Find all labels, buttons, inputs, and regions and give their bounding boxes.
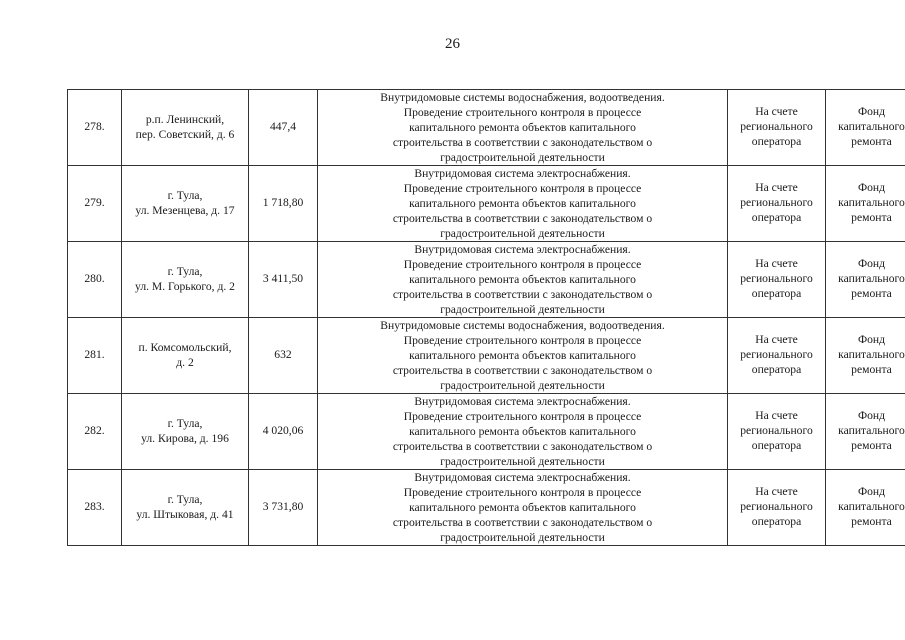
- table-row: [68, 242, 905, 318]
- cell-funding-source: Фонд капитального ремонта: [826, 242, 905, 318]
- cell-address: г. Тула, ул. Мезенцева, д. 17: [122, 166, 249, 242]
- records-table: [67, 89, 905, 546]
- cell-work-description: Внутридомовая система электроснабжения. Проведение строительного контроля в процессе капитального ремонта объектов капитального строительства в соответствии с законодательством о градостроительной деятельности: [318, 166, 728, 242]
- cell-work-description: Внутридомовые системы водоснабжения, водоотведения. Проведение строительного контроля в процессе капитального ремонта объектов капитального строительства в соответствии с законодательством о градостроительной деятельности: [318, 318, 728, 394]
- cell-area: 632: [249, 318, 318, 394]
- cell-number: 282.: [68, 394, 122, 470]
- cell-funding-source: Фонд капитального ремонта: [826, 166, 905, 242]
- cell-funding-source: Фонд капитального ремонта: [826, 90, 905, 166]
- page-number: 26: [445, 36, 460, 52]
- cell-account-type: На счете регионального оператора: [728, 90, 826, 166]
- cell-number: 278.: [68, 90, 122, 166]
- cell-area: 3 731,80: [249, 470, 318, 546]
- cell-number: 280.: [68, 242, 122, 318]
- cell-address: г. Тула, ул. Штыковая, д. 41: [122, 470, 249, 546]
- table-row: [68, 166, 905, 242]
- cell-number: 279.: [68, 166, 122, 242]
- table-row: [68, 318, 905, 394]
- cell-address: р.п. Ленинский, пер. Советский, д. 6: [122, 90, 249, 166]
- cell-account-type: На счете регионального оператора: [728, 470, 826, 546]
- cell-account-type: На счете регионального оператора: [728, 242, 826, 318]
- table-row: [68, 394, 905, 470]
- cell-account-type: На счете регионального оператора: [728, 394, 826, 470]
- cell-account-type: На счете регионального оператора: [728, 318, 826, 394]
- cell-area: 1 718,80: [249, 166, 318, 242]
- cell-address: г. Тула, ул. М. Горького, д. 2: [122, 242, 249, 318]
- table-row: [68, 90, 905, 166]
- cell-account-type: На счете регионального оператора: [728, 166, 826, 242]
- cell-work-description: Внутридомовые системы водоснабжения, водоотведения. Проведение строительного контроля в процессе капитального ремонта объектов капитального строительства в соответствии с законодательством о градостроительной деятельности: [318, 90, 728, 166]
- table-row: [68, 470, 905, 546]
- cell-address: п. Комсомольский, д. 2: [122, 318, 249, 394]
- cell-work-description: Внутридомовая система электроснабжения. Проведение строительного контроля в процессе капитального ремонта объектов капитального строительства в соответствии с законодательством о градостроительной деятельности: [318, 242, 728, 318]
- cell-work-description: Внутридомовая система электроснабжения. Проведение строительного контроля в процессе капитального ремонта объектов капитального строительства в соответствии с законодательством о градостроительной деятельности: [318, 394, 728, 470]
- cell-number: 281.: [68, 318, 122, 394]
- cell-area: 3 411,50: [249, 242, 318, 318]
- cell-number: 283.: [68, 470, 122, 546]
- cell-area: 447,4: [249, 90, 318, 166]
- cell-funding-source: Фонд капитального ремонта: [826, 318, 905, 394]
- cell-funding-source: Фонд капитального ремонта: [826, 470, 905, 546]
- cell-area: 4 020,06: [249, 394, 318, 470]
- records-table-body: [68, 90, 905, 546]
- cell-address: г. Тула, ул. Кирова, д. 196: [122, 394, 249, 470]
- cell-funding-source: Фонд капитального ремонта: [826, 394, 905, 470]
- cell-work-description: Внутридомовая система электроснабжения. Проведение строительного контроля в процессе капитального ремонта объектов капитального строительства в соответствии с законодательством о градостроительной деятельности: [318, 470, 728, 546]
